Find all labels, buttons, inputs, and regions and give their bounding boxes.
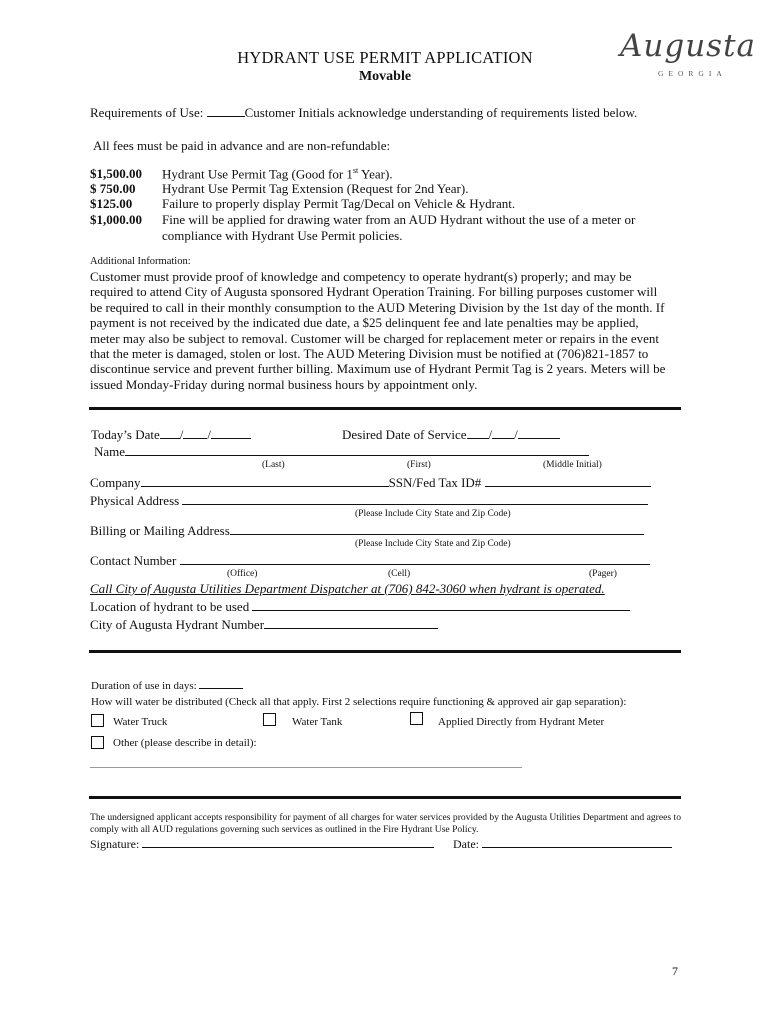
logo-subtext: GEORGIA [658, 69, 727, 78]
hydrant-number-field[interactable] [264, 617, 438, 629]
requirements-suffix: Customer Initials acknowledge understanding of requirements listed below. [244, 105, 638, 120]
duration-label: Duration of use in days: [91, 680, 197, 692]
fee-description: Failure to properly display Permit Tag/Decal on Vehicle & Hydrant. [162, 196, 516, 211]
physical-address-row [90, 493, 648, 509]
ssn-field[interactable] [485, 475, 651, 487]
augusta-logo [616, 28, 756, 88]
fee-amount: $125.00 [90, 196, 133, 211]
agreement-text: The undersigned applicant accepts responsibility for payment of all charges for water services provided by the Augusta Utilities Department and agrees to comply with all AUD regulations governing such services as outlined in the Fire Hydrant Use Policy. [90, 812, 681, 835]
water-truck-checkbox[interactable] [91, 714, 104, 727]
hydrant-number-row [90, 617, 438, 633]
contact-office-hint: (Office) [227, 569, 258, 579]
ssn-label: SSN/Fed Tax ID# [388, 475, 482, 490]
logo-script-text: Augusta [620, 28, 757, 64]
todays-date-label: Today’s Date [91, 427, 160, 442]
fee-amount: $ 750.00 [90, 181, 136, 196]
water-tank-checkbox[interactable] [263, 713, 276, 726]
additional-info-label: Additional Information: [90, 256, 191, 267]
other-checkbox[interactable] [91, 736, 104, 749]
requirements-line [90, 105, 637, 121]
company-field[interactable] [141, 475, 389, 487]
location-field[interactable] [252, 599, 630, 611]
name-row [94, 444, 589, 460]
desired-date-day[interactable] [492, 427, 514, 439]
contact-field[interactable] [180, 553, 650, 565]
fee-amount: $1,500.00 [90, 166, 142, 181]
name-first-hint: (First) [407, 460, 431, 470]
signature-label: Signature: [90, 837, 140, 851]
fee-description: Hydrant Use Permit Tag (Good for 1st Year). [162, 166, 393, 182]
other-label: Other (please describe in detail): [113, 737, 257, 749]
signature-row [90, 836, 434, 852]
water-tank-label: Water Tank [292, 716, 343, 728]
dispatcher-callout: Call City of Augusta Utilities Department Dispatcher at (706) 842-3060 when hydrant is operated. [90, 581, 605, 596]
fee-description-cont: compliance with Hydrant Use Permit policies. [162, 228, 403, 243]
hydrant-meter-label: Applied Directly from Hydrant Meter [438, 716, 605, 728]
todays-date-month[interactable] [160, 427, 180, 439]
name-field[interactable] [125, 444, 589, 456]
desired-date-row: Desired Date of Service / / [342, 427, 560, 443]
fee-amount: $1,000.00 [90, 212, 142, 227]
billing-address-hint: (Please Include City State and Zip Code) [355, 539, 511, 549]
desired-date-year[interactable] [518, 427, 560, 439]
duration-field[interactable] [199, 677, 243, 689]
section-divider [89, 407, 681, 410]
contact-pager-hint: (Pager) [589, 569, 617, 579]
name-last-hint: (Last) [262, 460, 285, 470]
contact-row [90, 553, 650, 569]
fee-description: Hydrant Use Permit Tag Extension (Request for 2nd Year). [162, 181, 469, 196]
date-label: Date: [453, 837, 479, 851]
hydrant-number-label: City of Augusta Hydrant Number [90, 617, 265, 632]
date-row [453, 836, 672, 852]
billing-address-row [90, 523, 644, 539]
company-label: Company [90, 475, 141, 490]
contact-cell-hint: (Cell) [388, 569, 411, 579]
fees-note: All fees must be paid in advance and are non-refundable: [93, 138, 391, 153]
signature-field[interactable] [142, 836, 434, 848]
physical-address-hint: (Please Include City State and Zip Code) [355, 509, 511, 519]
date-field[interactable] [482, 836, 672, 848]
desired-date-label: Desired Date of Service [342, 427, 467, 442]
desired-date-month[interactable] [467, 427, 489, 439]
physical-address-label: Physical Address [90, 493, 180, 508]
fee-description: Fine will be applied for drawing water from an AUD Hydrant without the use of a meter or [162, 212, 636, 227]
company-row [90, 475, 651, 491]
requirements-prefix: Requirements of Use: [90, 105, 204, 120]
todays-date-year[interactable] [211, 427, 251, 439]
todays-date-day[interactable] [183, 427, 207, 439]
additional-info-text: Customer must provide proof of knowledge and competency to operate hydrant(s) properly; and may be required to attend City of Augusta sponsored Hydrant Operation Training. For billing purposes customer will be required to call in their monthly consumption to the AUD Metering Division by the 1st day of the month. If payment is not received by the indicated due date, a $25 delinquent fee and late penalties may be applied, meter may also be subject to removal. Customer will be charged for replacement meter or repairs in the event that the meter is damaged, stolen or lost. The AUD Metering Division must be notified at (706)821-1857 to discontinue service and prevent further billing. Maximum use of Hydrant Permit Tag is 2 years. Meters will be issued Monday-Friday during normal business hours by appointment only. [90, 269, 666, 392]
location-label: Location of hydrant to be used [90, 599, 250, 614]
hydrant-meter-checkbox[interactable] [410, 712, 423, 725]
todays-date-row: Today’s Date / / [91, 427, 251, 443]
duration-row [91, 677, 243, 692]
water-truck-label: Water Truck [113, 716, 168, 728]
physical-address-field[interactable] [182, 493, 648, 505]
page-title: HYDRANT USE PERMIT APPLICATION [237, 48, 533, 67]
section-divider [89, 650, 681, 653]
page-number: 7 [672, 964, 678, 978]
page-subtitle: Movable [358, 69, 412, 84]
billing-address-field[interactable] [230, 523, 644, 535]
initials-field[interactable] [207, 105, 245, 117]
other-description-field[interactable] [90, 767, 522, 768]
name-middle-hint: (Middle Initial) [543, 460, 602, 470]
contact-label: Contact Number [90, 553, 177, 568]
location-row [90, 599, 630, 615]
billing-address-label: Billing or Mailing Address [90, 523, 230, 538]
distribution-question: How will water be distributed (Check all that apply. First 2 selections require functioning & approved air gap separation): [91, 696, 627, 708]
name-label: Name [94, 444, 126, 459]
section-divider [89, 796, 681, 799]
